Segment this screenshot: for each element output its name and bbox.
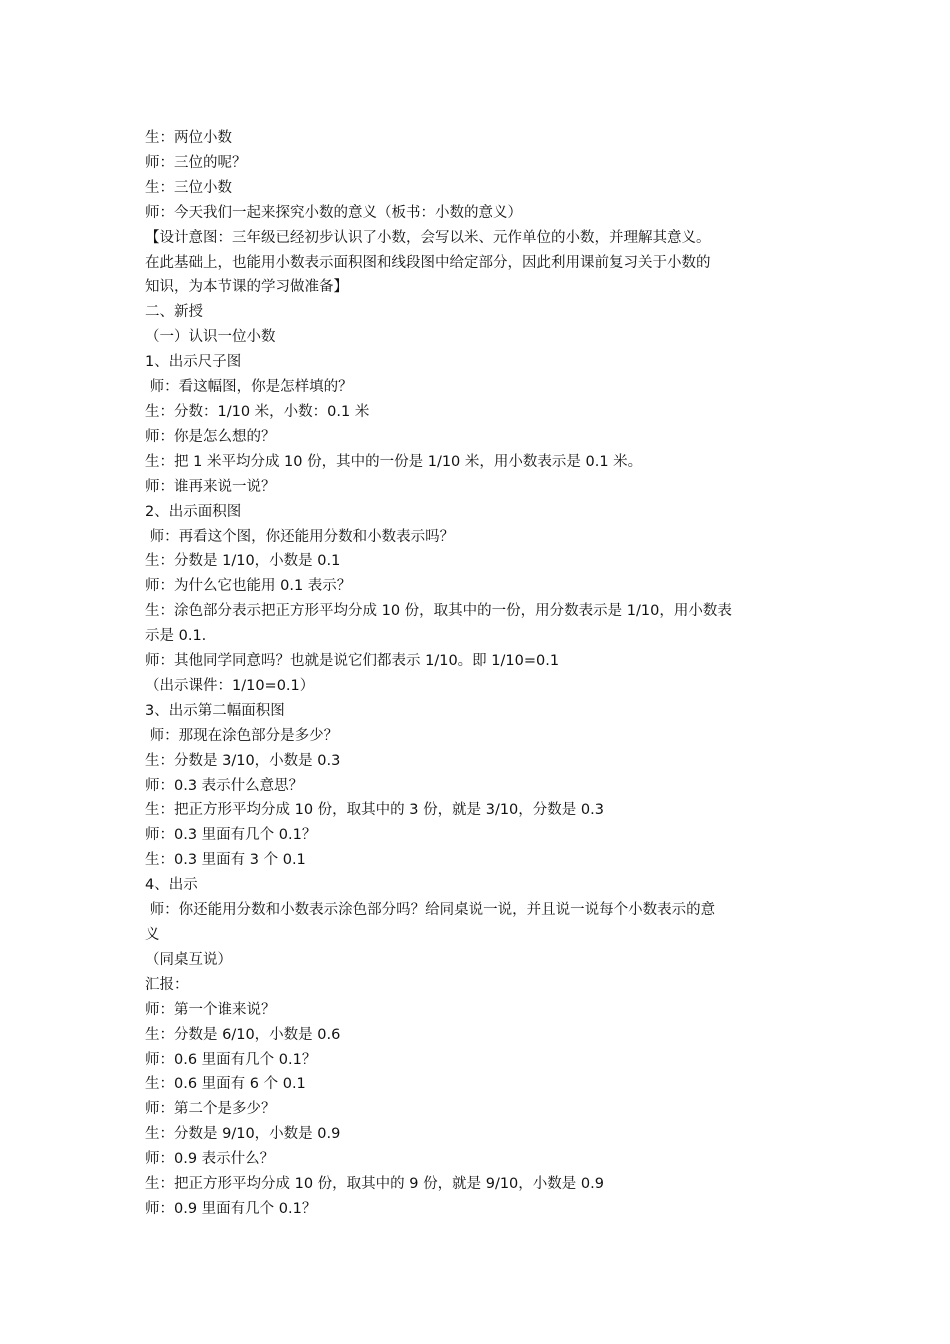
step-heading: 2、出示面积图 [145, 503, 242, 520]
text-line: 生：涂色部分表示把正方形平均分成 10 份，取其中的一份，用分数表示是 1/10，用小数表 [145, 603, 732, 620]
text-line: 师：第二个是多少？ [145, 1101, 276, 1118]
text-line: 师：谁再来说一说？ [145, 478, 276, 495]
text-line: 师：你是怎么想的？ [145, 428, 276, 445]
text-line: 生：分数：1/10 米，小数：0.1 米 [145, 403, 370, 420]
section-heading: 二、新授 [145, 304, 203, 321]
text-line: 师：你还能用分数和小数表示涂色部分吗？给同桌说一说，并且说一说每个小数表示的意 [145, 902, 716, 919]
subsection-heading: （一）认识一位小数 [145, 329, 276, 346]
text-line: 汇报： [145, 976, 189, 993]
step-heading: 1、出示尺子图 [145, 354, 242, 371]
text-line: 生：两位小数 [145, 130, 232, 146]
text-line: 生：分数是 3/10，小数是 0.3 [145, 752, 341, 769]
text-line: 师：0.9 里面有几个 0.1？ [145, 1200, 317, 1217]
document-body [145, 126, 810, 1222]
text-line: 生：0.6 里面有 6 个 0.1 [145, 1076, 306, 1093]
text-line: 生：把正方形平均分成 10 份，取其中的 9 份，就是 9/10，小数是 0.9 [145, 1176, 604, 1193]
text-line: 师：三位的呢？ [145, 154, 247, 171]
text-line: 师：0.9 表示什么？ [145, 1151, 275, 1168]
text-line: 在此基础上，也能用小数表示面积图和线段图中给定部分，因此利用课前复习关于小数的 [145, 254, 711, 271]
text-line: 生：分数是 6/10，小数是 0.6 [145, 1026, 341, 1043]
text-line: 生：把正方形平均分成 10 份，取其中的 3 份，就是 3/10，分数是 0.3 [145, 802, 604, 819]
text-line: 示是 0.1. [145, 628, 207, 645]
text-line: 生：分数是 1/10，小数是 0.1 [145, 553, 341, 570]
text-line: 知识，为本节课的学习做准备】 [145, 279, 348, 296]
text-line: 师：看这幅图，你是怎样填的？ [145, 379, 353, 396]
text-line: 师：为什么它也能用 0.1 表示？ [145, 578, 352, 595]
text-line: 师：那现在涂色部分是多少？ [145, 727, 339, 744]
text-line: 师：再看这个图，你还能用分数和小数表示吗？ [145, 528, 455, 545]
text-line: 【设计意图：三年级已经初步认识了小数，会写以米、元作单位的小数，并理解其意义。 [145, 229, 711, 246]
text-line: （出示课件：1/10=0.1） [145, 677, 315, 694]
text-line: （同桌互说） [145, 951, 232, 968]
text-line: 师：0.3 里面有几个 0.1？ [145, 827, 317, 844]
text-line: 师：0.3 表示什么意思？ [145, 777, 304, 794]
text-line: 师：0.6 里面有几个 0.1？ [145, 1051, 317, 1068]
step-heading: 4、出示 [145, 877, 198, 894]
text-line: 生：0.3 里面有 3 个 0.1 [145, 852, 306, 869]
text-line: 生：分数是 9/10，小数是 0.9 [145, 1126, 341, 1143]
text-line: 师：其他同学同意吗？也就是说它们都表示 1/10。即 1/10=0.1 [145, 653, 560, 670]
text-line: 生：把 1 米平均分成 10 份，其中的一份是 1/10 米，用小数表示是 0.1 米。 [145, 453, 643, 470]
text-line: 生：三位小数 [145, 179, 232, 196]
text-line: 师：今天我们一起来探究小数的意义（板书：小数的意义） [145, 204, 522, 221]
text-line: 义 [145, 927, 160, 943]
text-line: 师：第一个谁来说？ [145, 1001, 276, 1018]
step-heading: 3、出示第二幅面积图 [145, 702, 285, 719]
